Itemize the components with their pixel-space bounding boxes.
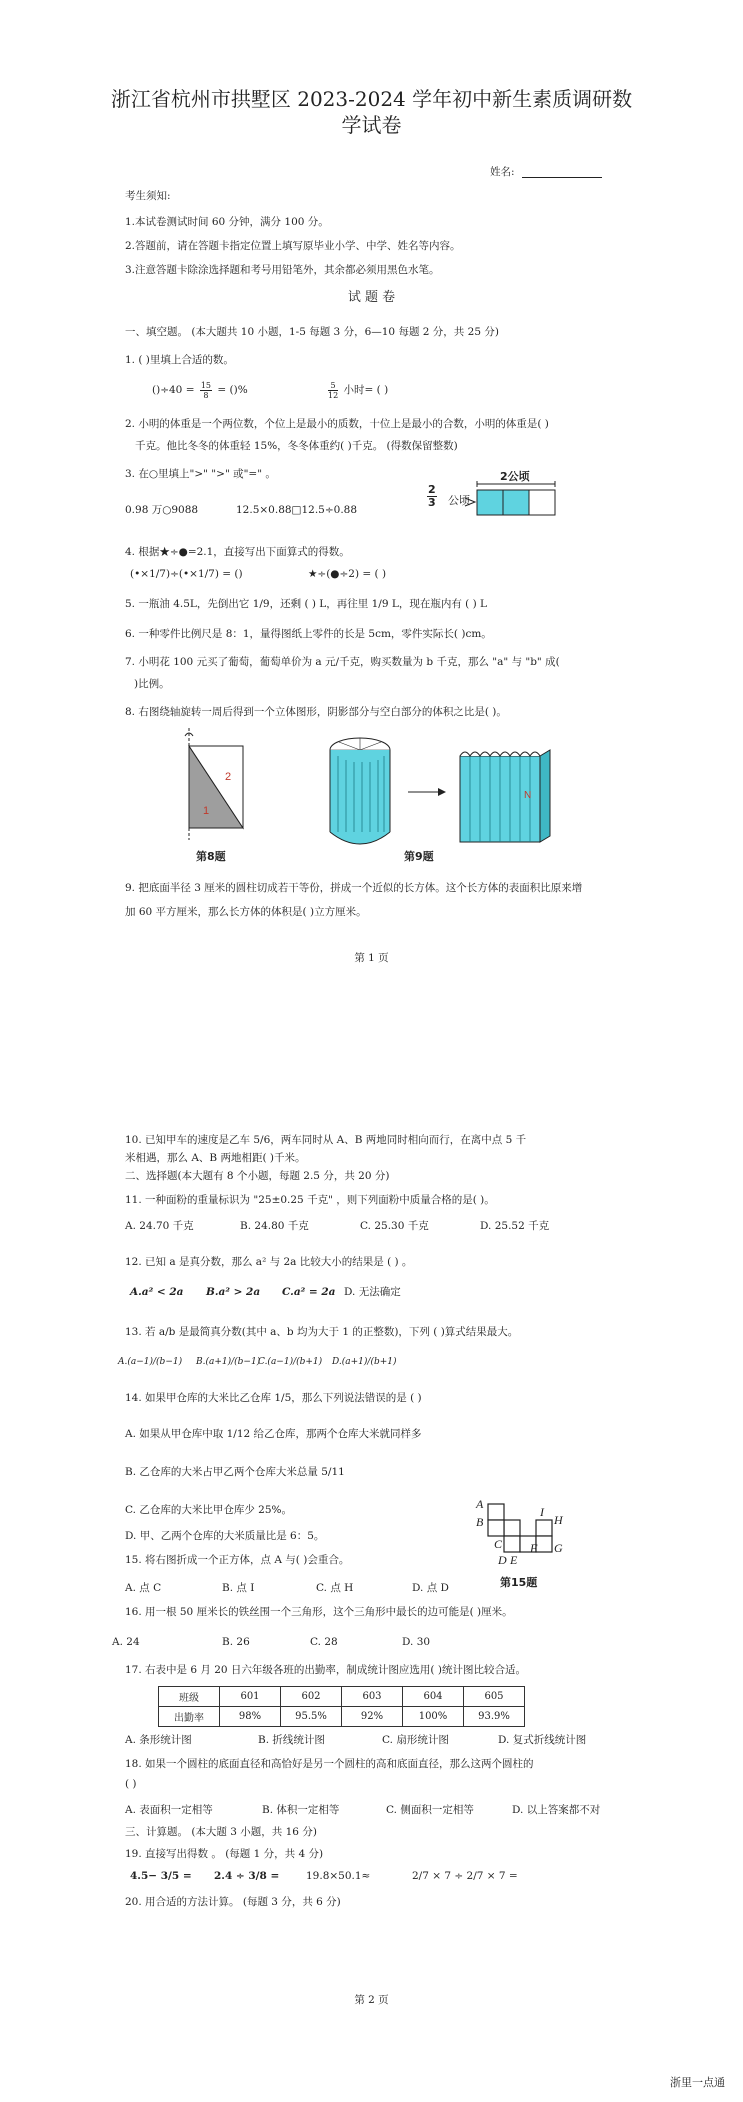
table-cell: 100% bbox=[403, 1707, 464, 1727]
table-cell: 604 bbox=[403, 1687, 464, 1707]
point-label: H bbox=[554, 1513, 563, 1527]
table-cell: 602 bbox=[281, 1687, 342, 1707]
q3-figure-unit: 公顷 bbox=[448, 494, 470, 507]
question-15: 15. 将右图折成一个正方体，点 A 与( )会重合。 bbox=[125, 1554, 350, 1566]
svg-text:2: 2 bbox=[225, 771, 232, 783]
name-underline bbox=[522, 177, 602, 178]
figure-8-diagram bbox=[185, 728, 265, 848]
question-14: 14. 如果甲仓库的大米比乙仓库 1/5，那么下列说法错误的是 ( ) bbox=[125, 1392, 422, 1404]
q3-figure-fraction: $\frac{2}{3}$ bbox=[428, 483, 436, 509]
question-2-line-1: 2. 小明的体重是一个两位数，个位上是最小的质数，十位上是最小的合数，小明的体重是( ) bbox=[125, 418, 549, 430]
point-label: D bbox=[498, 1553, 507, 1567]
q13-option-d: D.(a+1)/(b+1) bbox=[332, 1357, 397, 1367]
question-13: 13. 若 a/b 是最简真分数(其中 a、b 均为大于 1 的正整数)，下列 ( )算式结果最大。 bbox=[125, 1326, 519, 1338]
question-18-line-1: 18. 如果一个圆柱的底面直径和高恰好是另一个圆柱的高和底面直径，那么这两个圆柱的 bbox=[125, 1758, 534, 1770]
point-label: A bbox=[476, 1497, 484, 1511]
page-2-footer: 第 2 页 bbox=[354, 1994, 389, 2006]
figure-8-label: 第8题 bbox=[196, 850, 226, 863]
q12-option-b: B.a² > 2a bbox=[206, 1286, 261, 1298]
figure-15-label: 第15题 bbox=[500, 1576, 538, 1589]
question-3: 3. 在○里填上">" ">" 或"=" 。 bbox=[125, 468, 276, 480]
q13-option-a: A.(a−1)/(b−1) bbox=[118, 1357, 183, 1367]
q19-expression: 2.4 ÷ 3/8 = bbox=[214, 1870, 280, 1882]
question-5: 5. 一瓶油 4.5L，先倒出它 1/9，还剩 ( ) L，再往里 1/9 L，现在瓶内有 ( ) L bbox=[125, 598, 488, 610]
question-7-line-1: 7. 小明花 100 元买了葡萄，葡萄单价为 a 元/千克，购买数量为 b 千克，那么 "a" 与 "b" 成( bbox=[125, 656, 560, 668]
q13-option-b: B.(a+1)/(b−1) bbox=[196, 1357, 261, 1367]
q13-option-c: C.(a−1)/(b+1) bbox=[258, 1357, 323, 1367]
q11-option-d: D. 25.52 千克 bbox=[480, 1220, 550, 1232]
figure-9-diagram bbox=[330, 736, 560, 848]
q12-option-d: D. 无法确定 bbox=[344, 1286, 401, 1298]
q12-option-c: C.a² = 2a bbox=[282, 1286, 336, 1298]
q17-option-c: C. 扇形统计图 bbox=[382, 1734, 449, 1746]
q14-option-b: B. 乙仓库的大米占甲乙两个仓库大米总量 5/11 bbox=[125, 1466, 345, 1478]
table-cell: 98% bbox=[220, 1707, 281, 1727]
point-label: C bbox=[494, 1537, 503, 1551]
table-cell: 93.9% bbox=[464, 1707, 525, 1727]
section2-heading: 二、选择题(本大题有 8 个小题，每题 2.5 分，共 20 分) bbox=[125, 1170, 390, 1182]
question-16: 16. 用一根 50 厘米长的铁丝围一个三角形，这个三角形中最长的边可能是( )厘米。 bbox=[125, 1606, 513, 1618]
svg-text:N: N bbox=[524, 790, 532, 801]
q15-option-a: A. 点 C bbox=[125, 1582, 162, 1594]
table-cell: 95.5% bbox=[281, 1707, 342, 1727]
q11-option-a: A. 24.70 千克 bbox=[125, 1220, 194, 1232]
q15-option-d: D. 点 D bbox=[412, 1582, 449, 1594]
title-line-2: 学试卷 bbox=[341, 113, 402, 137]
section3-heading: 三、计算题。 (本大题 3 小题，共 16 分) bbox=[125, 1826, 317, 1838]
figure-15-cube-net bbox=[474, 1496, 584, 1576]
q1-expression-b: $\frac{5}{12}$ 小时= ( ) bbox=[328, 380, 389, 400]
question-11: 11. 一种面粉的重量标识为 "25±0.25 千克" ，则下列面粉中质量合格的是( )。 bbox=[125, 1194, 495, 1206]
point-label: I bbox=[540, 1505, 544, 1519]
question-17: 17. 右表中是 6 月 20 日六年级各班的出勤率，制成统计图应选用( )统计图比较合适。 bbox=[125, 1664, 526, 1676]
question-12: 12. 已知 a 是真分数，那么 a² 与 2a 比较大小的结果是 ( ) 。 bbox=[125, 1256, 413, 1268]
question-18-line-2: ( ) bbox=[125, 1778, 137, 1790]
title-line-1: 浙江省杭州市拱墅区 2023-2024 学年初中新生素质调研数 bbox=[110, 87, 633, 111]
point-label: F bbox=[530, 1541, 538, 1555]
q19-expression: 2/7 × 7 ÷ 2/7 × 7 = bbox=[412, 1870, 518, 1882]
q18-option-a: A. 表面积一定相等 bbox=[125, 1804, 213, 1816]
q1-expression-a: ()÷40 = $\frac{15}{8}$ = ()% bbox=[152, 380, 248, 400]
q16-option-d: D. 30 bbox=[402, 1636, 431, 1648]
q14-option-a: A. 如果从甲仓库中取 1/12 给乙仓库，那两个仓库大米就同样多 bbox=[125, 1428, 422, 1440]
q4-expression-b: ★÷(●÷2) = ( ) bbox=[308, 568, 387, 580]
attendance-table bbox=[158, 1686, 525, 1727]
q4-expression-a: (•×1/7)÷(•×1/7) = () bbox=[130, 568, 243, 580]
q17-option-a: A. 条形统计图 bbox=[125, 1734, 192, 1746]
q16-option-a: A. 24 bbox=[112, 1636, 140, 1648]
paper-heading: 试 题 卷 bbox=[347, 290, 396, 305]
svg-text:1: 1 bbox=[203, 805, 210, 817]
question-1: 1. ( )里填上合适的数。 bbox=[125, 354, 234, 366]
question-10-line-1: 10. 已知甲车的速度是乙车 5/6，两车同时从 A、B 两地同时相向而行，在离中点 5 千 bbox=[125, 1134, 527, 1146]
question-7-line-2: )比例。 bbox=[134, 678, 170, 690]
notes-heading: 考生须知: bbox=[125, 190, 171, 202]
question-6: 6. 一种零件比例尺是 8：1，量得图纸上零件的长是 5cm，零件实际长( )cm。 bbox=[125, 628, 492, 640]
q3-expression-a: 0.98 万○9088 bbox=[125, 504, 199, 516]
q3-figure-top-label: 2公顷 bbox=[500, 470, 530, 483]
q14-option-c: C. 乙仓库的大米比甲仓库少 25%。 bbox=[125, 1504, 293, 1516]
q19-expression: 4.5− 3/5 = bbox=[130, 1870, 192, 1882]
name-label: 姓名: bbox=[490, 166, 515, 178]
question-9-line-2: 加 60 平方厘米，那么长方体的体积是( )立方厘米。 bbox=[125, 906, 367, 918]
q16-option-b: B. 26 bbox=[222, 1636, 250, 1648]
q15-option-b: B. 点 I bbox=[222, 1582, 255, 1594]
table-row bbox=[159, 1687, 525, 1707]
page-1-footer: 第 1 页 bbox=[354, 952, 389, 964]
table-cell: 出勤率 bbox=[159, 1707, 220, 1727]
question-10-line-2: 米相遇，那么 A、B 两地相距( )千米。 bbox=[125, 1152, 306, 1164]
question-9-line-1: 9. 把底面半径 3 厘米的圆柱切成若干等份，拼成一个近似的长方体。这个长方体的表面积比原来增 bbox=[125, 882, 583, 894]
point-label: B bbox=[476, 1515, 484, 1529]
note-item: 3.注意答题卡除涂选择题和考号用铅笔外，其余都必须用黑色水笔。 bbox=[125, 264, 440, 276]
q17-option-b: B. 折线统计图 bbox=[258, 1734, 325, 1746]
question-20: 20. 用合适的方法计算。 (每题 3 分，共 6 分) bbox=[125, 1896, 341, 1908]
figure-9-label: 第9题 bbox=[404, 850, 434, 863]
watermark: 浙里一点通 bbox=[670, 2076, 725, 2089]
q16-option-c: C. 28 bbox=[310, 1636, 338, 1648]
q18-option-d: D. 以上答案都不对 bbox=[512, 1804, 601, 1816]
note-item: 2.答题前，请在答题卡指定位置上填写原毕业小学、中学、姓名等内容。 bbox=[125, 240, 461, 252]
question-8: 8. 右图绕轴旋转一周后得到一个立体图形，阴影部分与空白部分的体积之比是( )。 bbox=[125, 706, 507, 718]
q18-option-c: C. 侧面积一定相等 bbox=[386, 1804, 474, 1816]
q11-option-b: B. 24.80 千克 bbox=[240, 1220, 309, 1232]
section1-heading: 一、填空题。 (本大题共 10 小题，1-5 每题 3 分，6—10 每题 2 分，共 25 分) bbox=[125, 326, 499, 338]
q15-option-c: C. 点 H bbox=[316, 1582, 354, 1594]
table-cell: 601 bbox=[220, 1687, 281, 1707]
q3-area-figure bbox=[465, 478, 605, 518]
note-item: 1.本试卷测试时间 60 分钟，满分 100 分。 bbox=[125, 216, 329, 228]
q14-option-d: D. 甲、乙两个仓库的大米质量比是 6：5。 bbox=[125, 1530, 325, 1542]
q17-option-d: D. 复式折线统计图 bbox=[498, 1734, 587, 1746]
table-cell: 92% bbox=[342, 1707, 403, 1727]
question-2-line-2: 千克。他比冬冬的体重轻 15%，冬冬体重约( )千克。 (得数保留整数) bbox=[135, 440, 458, 452]
point-label: E bbox=[510, 1553, 518, 1567]
table-row bbox=[159, 1707, 525, 1727]
table-cell: 605 bbox=[464, 1687, 525, 1707]
q18-option-b: B. 体积一定相等 bbox=[262, 1804, 340, 1816]
table-cell: 班级 bbox=[159, 1687, 220, 1707]
q19-expression: 19.8×50.1≈ bbox=[306, 1870, 371, 1882]
q12-option-a: A.a² < 2a bbox=[130, 1286, 184, 1298]
question-4: 4. 根据★÷●=2.1，直接写出下面算式的得数。 bbox=[125, 546, 350, 558]
question-19: 19. 直接写出得数 。 (每题 1 分，共 4 分) bbox=[125, 1848, 324, 1860]
point-label: G bbox=[554, 1541, 563, 1555]
table-cell: 603 bbox=[342, 1687, 403, 1707]
q11-option-c: C. 25.30 千克 bbox=[360, 1220, 429, 1232]
q3-expression-b: 12.5×0.88□12.5÷0.88 bbox=[236, 504, 358, 516]
